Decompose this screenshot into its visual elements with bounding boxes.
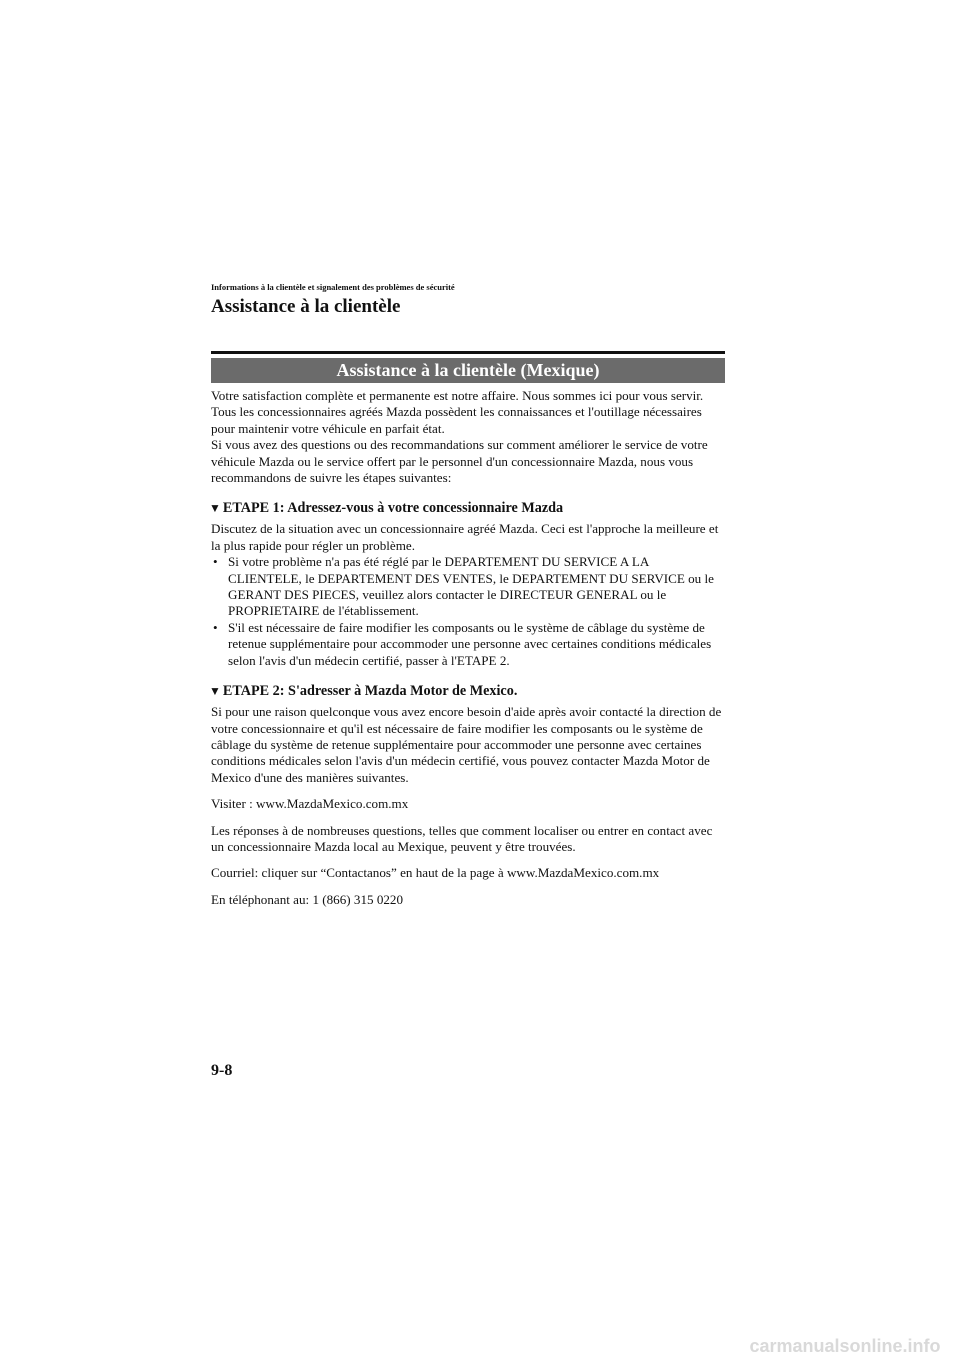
list-item xyxy=(211,620,725,669)
step1-bullet-list xyxy=(211,554,725,669)
step1-paragraph: Discutez de la situation avec un concessionnaire agréé Mazda. Ceci est l'approche la meilleure et la plus rapide pour régler un problème. xyxy=(211,521,719,553)
watermark-text: carmanualsonline.info xyxy=(749,1335,941,1356)
step2-heading-text: ETAPE 2: S'adresser à Mazda Motor de Mexico. xyxy=(222,683,518,700)
email-line: Courriel: cliquer sur “Contactanos” en haut de la page à www.MazdaMexico.com.mx xyxy=(211,865,660,881)
triangle-down-icon: ▼ xyxy=(209,501,221,516)
visit-line: Visiter : www.MazdaMexico.com.mx xyxy=(211,796,409,812)
intro-paragraph: Si vous avez des questions ou des recommandations sur comment améliorer le service de votre véhicule Mazda ou le service offert par le personnel d'un concessionnaire Mazda, nous vous recommandons de suivre les étapes suivantes: xyxy=(211,437,708,486)
list-item-text: Si votre problème n'a pas été réglé par le DEPARTEMENT DU SERVICE A LA CLIENTELE, le DEPARTEMENT DES VENTES, le DEPARTEMENT DU SERVICE ou le GERANT DES PIECES, veuillez alors contacter le DIRECTEUR GENERAL ou le PROPRIETAIRE de l'établissement. xyxy=(228,554,714,619)
phone-line: En téléphonant au: 1 (866) 315 0220 xyxy=(211,891,404,907)
triangle-down-icon: ▼ xyxy=(209,684,221,699)
chapter-title: Assistance à la clientèle xyxy=(211,296,401,317)
watermark-logo xyxy=(730,1334,960,1358)
section-label: Informations à la clientèle et signalement des problèmes de sécurité xyxy=(211,282,455,292)
bullet-icon: • xyxy=(213,554,218,570)
step1-heading xyxy=(209,499,725,517)
page-number: 9-8 xyxy=(211,1062,233,1079)
page-content xyxy=(211,388,725,908)
bullet-icon: • xyxy=(213,619,218,635)
section-banner xyxy=(211,358,725,383)
answers-paragraph: Les réponses à de nombreuses questions, telles que comment localiser ou entrer en contact avec un concessionnaire Mazda local au Mexique, peuvent y être trouvées. xyxy=(211,822,713,854)
step2-paragraph: Si pour une raison quelconque vous avez encore besoin d'aide après avoir contacté la direction de votre concessionnaire et qu'il est nécessaire de faire modifier les composants ou le système de câblage du système de retenue supplémentaire pour accommoder une personne avec certaines conditions médicales selon l'avis d'un médecin certifié, vous pouvez contacter Mazda Motor de Mexico d'une des manières suivantes. xyxy=(211,704,722,785)
step2-heading xyxy=(209,682,725,700)
list-item-text: S'il est nécessaire de faire modifier les composants ou le système de câblage du système de retenue supplémentaire pour accommoder une personne avec certaines conditions médicales selon l'avis d'un médecin certifié, passer à l'ETAPE 2. xyxy=(228,619,712,668)
intro-paragraph: Votre satisfaction complète et permanente est notre affaire. Nous sommes ici pour vous servir. Tous les concessionnaires agréés Mazda possèdent les connaissances et l'outillage nécessaires pour maintenir votre véhicule en parfait état. xyxy=(211,388,704,436)
list-item xyxy=(211,554,725,620)
chapter-rule xyxy=(211,351,725,354)
step1-heading-text: ETAPE 1: Adressez-vous à votre concessionnaire Mazda xyxy=(222,500,564,517)
banner-title: Assistance à la clientèle (Mexique) xyxy=(336,360,600,380)
